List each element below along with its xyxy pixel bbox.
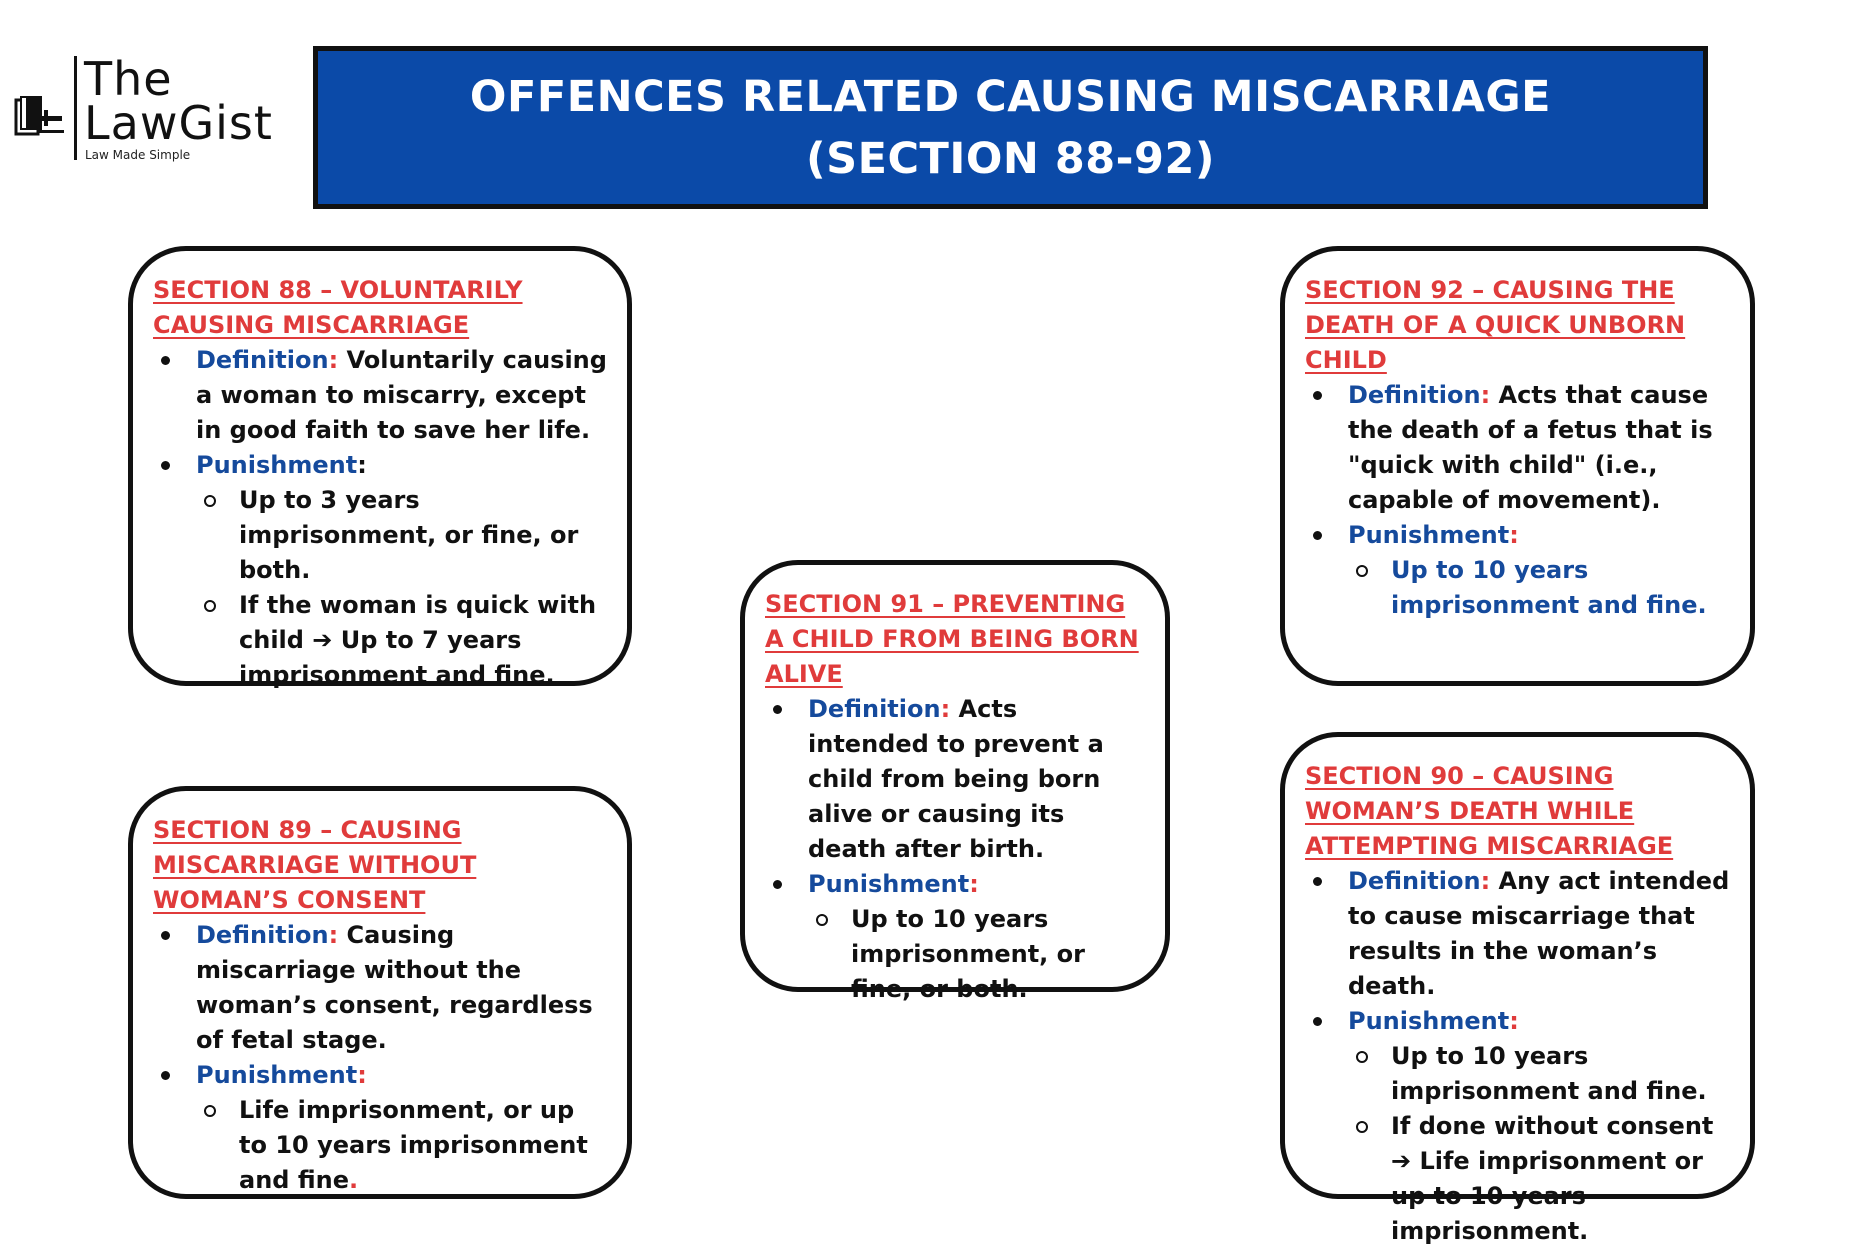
logo-name-line1: The xyxy=(84,52,173,106)
section-90-card xyxy=(1280,732,1755,1245)
section-91-punishment xyxy=(765,867,1145,1007)
lawgist-logo xyxy=(12,52,282,166)
section-90-punishment-item: If done without consent ➔ Life imprisonment or up to 10 years imprisonment. xyxy=(1348,1109,1730,1249)
section-88-punishment-item: Up to 3 years imprisonment, or fine, or both. xyxy=(196,483,607,588)
punishment-label: Punishment xyxy=(196,451,358,479)
section-88-heading: SECTION 88 – VOLUNTARILY CAUSING MISCARRIAGE xyxy=(153,276,523,339)
punishment-colon: : xyxy=(1509,521,1519,549)
definition-colon: : xyxy=(328,921,339,949)
section-89-punishment-item xyxy=(196,1093,607,1198)
definition-label: Definition xyxy=(808,695,941,723)
section-91-punishment-item: Up to 10 years imprisonment, or fine, or both. xyxy=(808,902,1145,1007)
definition-label: Definition xyxy=(1348,381,1481,409)
punishment-label: Punishment xyxy=(1348,1007,1510,1035)
title-line1: OFFENCES RELATED CAUSING MISCARRIAGE xyxy=(469,71,1552,122)
punishment-colon: : xyxy=(357,1061,367,1089)
section-89-heading: SECTION 89 – CAUSING MISCARRIAGE WITHOUT WOMAN’S CONSENT xyxy=(153,816,477,914)
section-88-card xyxy=(128,246,632,689)
section-91-definition xyxy=(765,692,1145,867)
title-line2: (SECTION 88-92) xyxy=(805,133,1216,184)
punishment-label: Punishment xyxy=(1348,521,1510,549)
punishment-colon: : xyxy=(357,451,367,479)
punishment-label: Punishment xyxy=(196,1061,358,1089)
definition-colon: : xyxy=(940,695,951,723)
definition-label: Definition xyxy=(196,346,329,374)
title-banner xyxy=(313,46,1708,209)
section-92-punishment xyxy=(1305,518,1730,623)
section-90-punishment-item: Up to 10 years imprisonment and fine. xyxy=(1348,1039,1730,1109)
definition-colon: : xyxy=(328,346,339,374)
definition-label: Definition xyxy=(1348,867,1481,895)
section-90-punishment xyxy=(1305,1004,1730,1249)
section-92-punishment-item: Up to 10 years imprisonment and fine. xyxy=(1348,553,1730,623)
logo-name-line2: LawGist xyxy=(84,96,273,150)
section-90-definition-text: Any act intended to cause miscarriage that results in the woman’s death. xyxy=(1348,867,1730,1000)
section-89-definition-text: Causing miscarriage without the woman’s consent, regardless of fetal stage. xyxy=(196,921,593,1054)
section-88-punishment-item: If the woman is quick with child ➔ Up to 7 years imprisonment and fine. xyxy=(196,588,607,693)
punishment-label: Punishment xyxy=(808,870,970,898)
section-88-punishment xyxy=(153,448,607,693)
section-91-heading: SECTION 91 – PREVENTING A CHILD FROM BEING BORN ALIVE xyxy=(765,590,1139,688)
section-89-punishment-text: Life imprisonment, or up to 10 years imprisonment and fine xyxy=(239,1096,588,1194)
section-89-card xyxy=(128,786,632,1199)
section-91-card xyxy=(740,560,1170,1003)
logo-tagline: Law Made Simple xyxy=(85,148,191,162)
definition-label: Definition xyxy=(196,921,329,949)
section-92-heading: SECTION 92 – CAUSING THE DEATH OF A QUICK UNBORN CHILD xyxy=(1305,276,1686,374)
punishment-colon: : xyxy=(1509,1007,1519,1035)
logo-divider xyxy=(74,56,77,160)
section-89-definition xyxy=(153,918,607,1058)
section-92-definition xyxy=(1305,378,1730,518)
section-88-definition-text: Voluntarily causing a woman to miscarry, except in good faith to save her life. xyxy=(196,346,607,444)
section-91-definition-text: Acts intended to prevent a child from being born alive or causing its death after birth. xyxy=(808,695,1104,863)
section-90-heading: SECTION 90 – CAUSING WOMAN’S DEATH WHILE ATTEMPTING MISCARRIAGE xyxy=(1305,762,1674,860)
section-90-definition xyxy=(1305,864,1730,1004)
section-89-punishment xyxy=(153,1058,607,1198)
definition-colon: : xyxy=(1480,867,1491,895)
trailing-period: . xyxy=(348,1166,359,1194)
section-92-definition-text: Acts that cause the death of a fetus that is "quick with child" (i.e., capable of movement). xyxy=(1348,381,1713,514)
section-92-card xyxy=(1280,246,1755,686)
section-88-definition xyxy=(153,343,607,448)
punishment-colon: : xyxy=(969,870,979,898)
definition-colon: : xyxy=(1480,381,1491,409)
book-gavel-icon xyxy=(12,86,66,140)
